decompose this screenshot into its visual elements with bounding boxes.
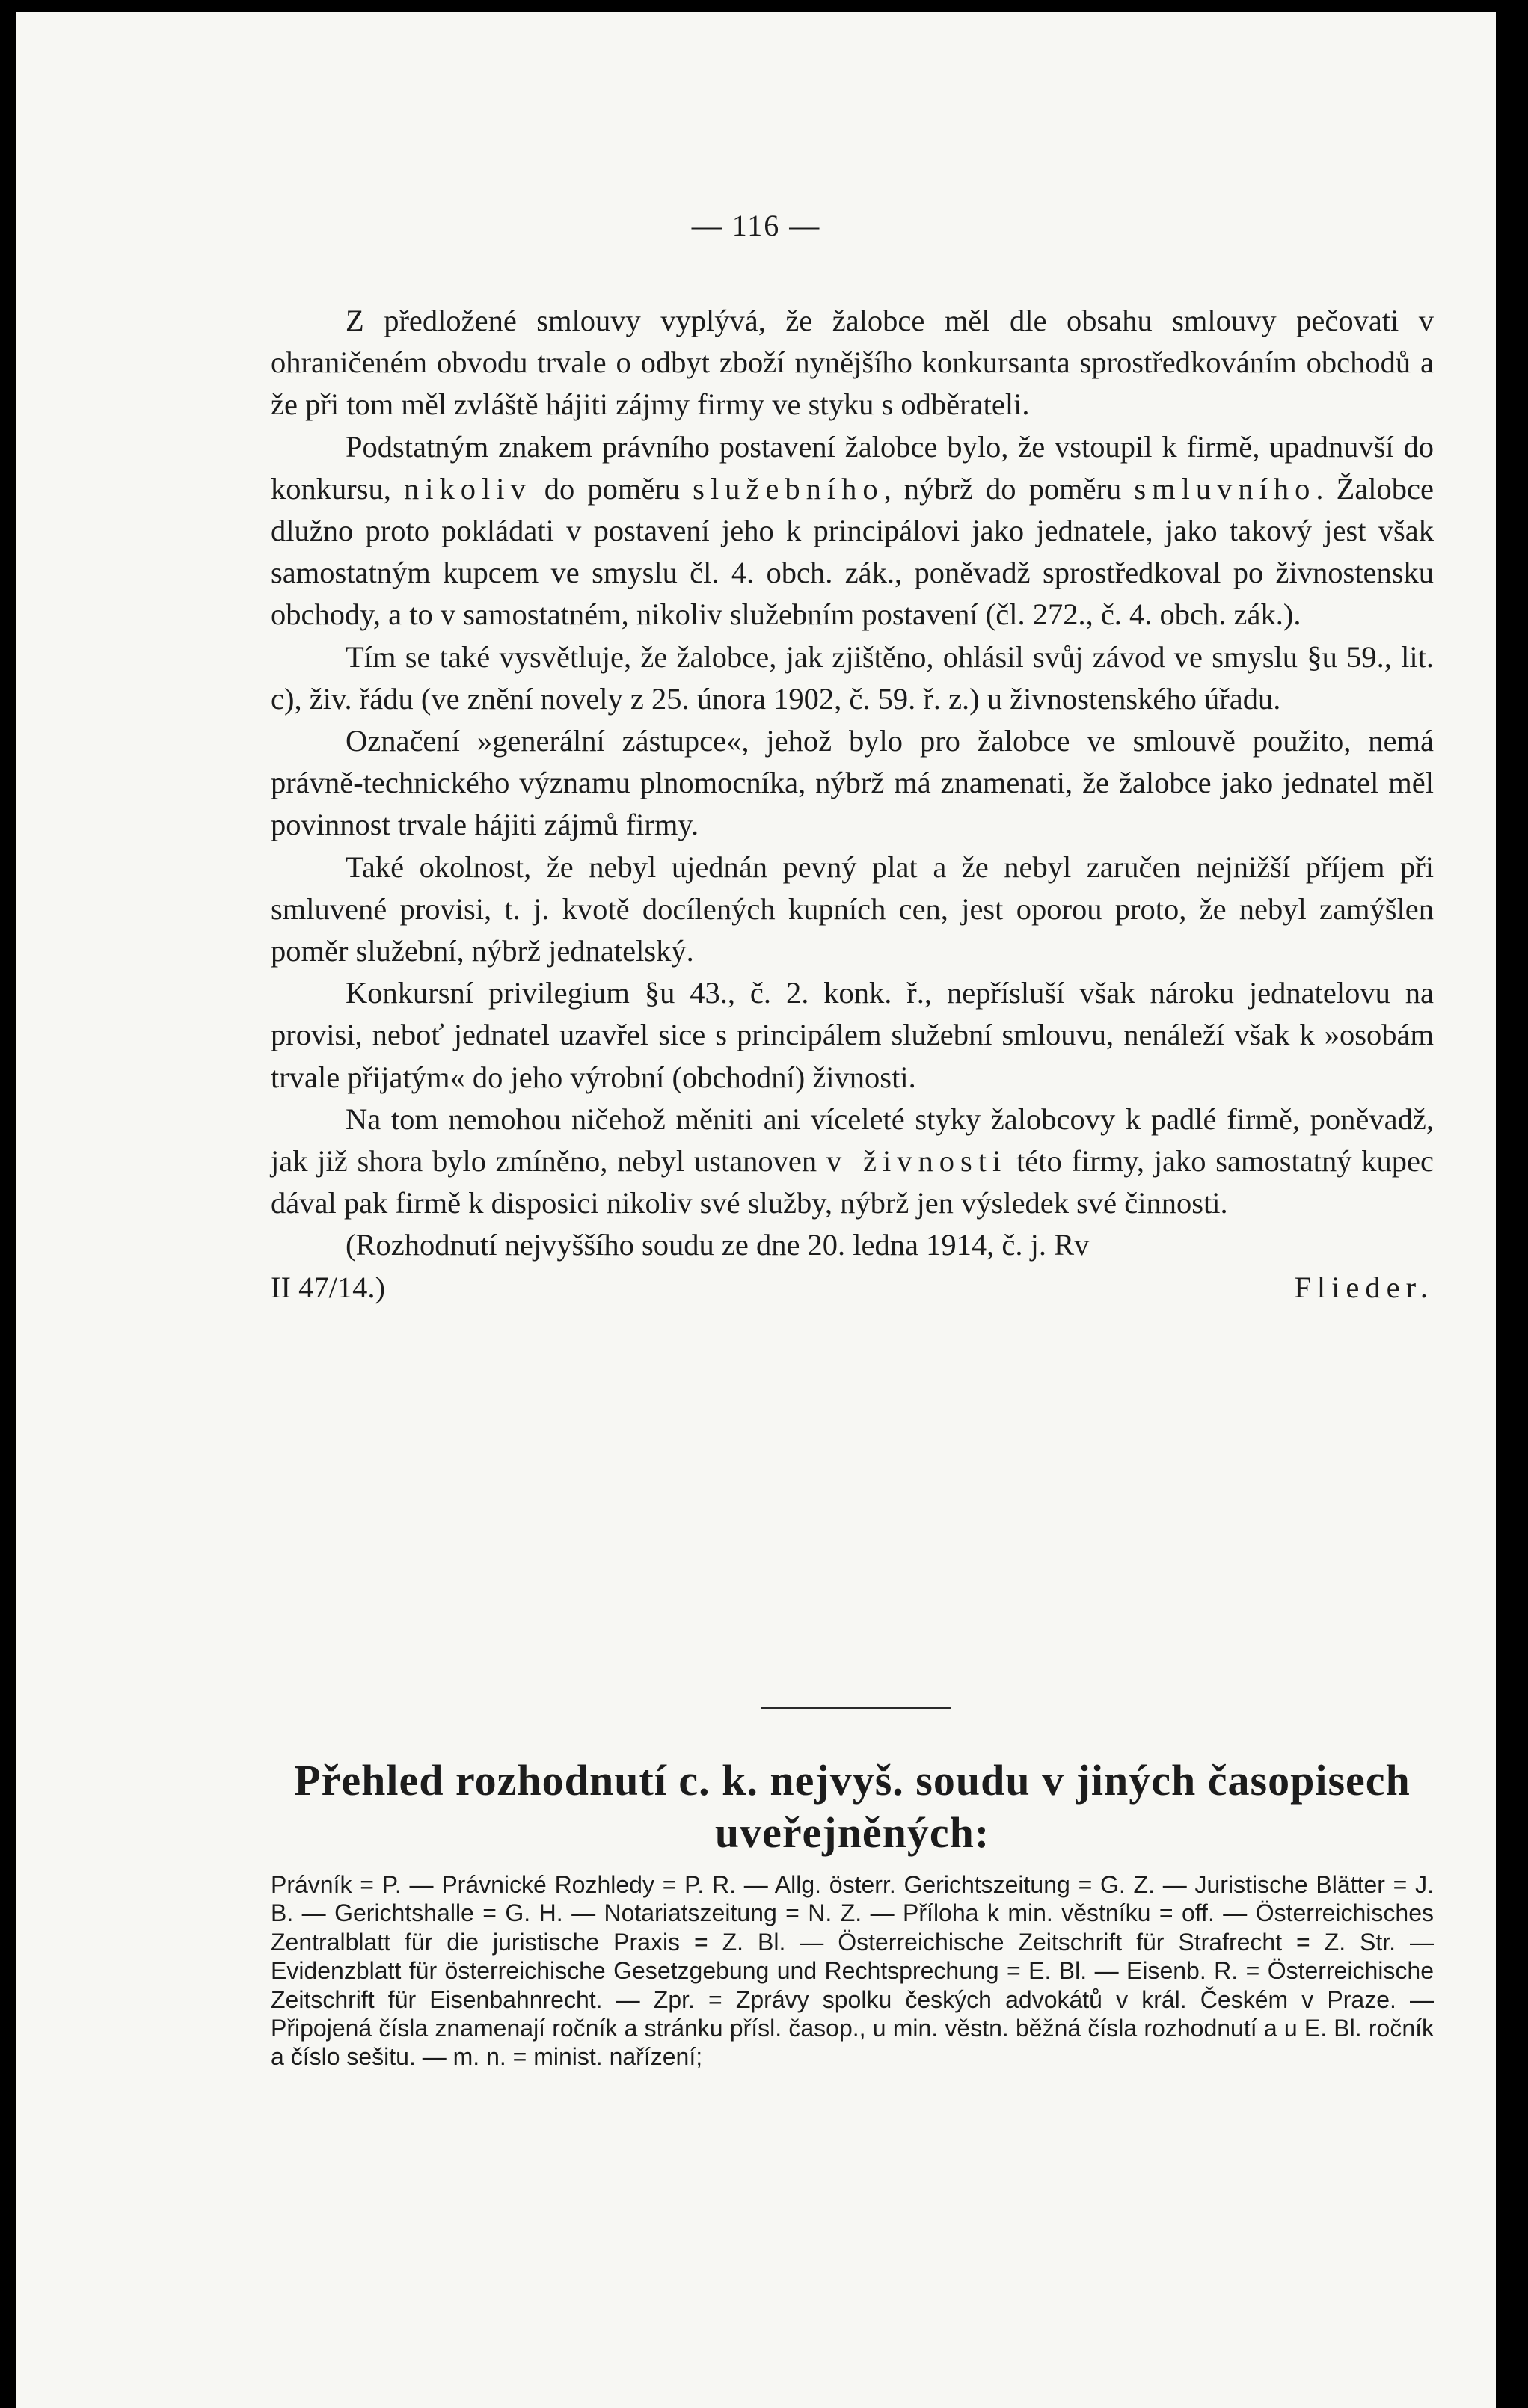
text-run: do poměru — [531, 471, 693, 506]
paragraph — [271, 426, 1434, 636]
abbreviations-list — [271, 1870, 1434, 2071]
spaced-emphasis: v živnosti — [826, 1144, 1007, 1179]
text-run: , nýbrž do poměru — [883, 471, 1135, 506]
page-number: — 116 — — [691, 209, 821, 242]
spaced-emphasis: nikoliv — [403, 471, 532, 506]
paragraph: Označení »generální zástupce«, jehož bylo pro žalobce ve smlouvě použito, nemá právně-technického významu plnomocníka, nýbrž má znamenati, že žalobce jako jednatel měl povinnost trvale hájiti zájmů firmy. — [271, 724, 1434, 842]
text-run: . Žalobce dlužno proto pokládati v postavení jeho k principálovi jako jednatele, jako takový jest však samostatným kupcem ve smyslu čl. 4. obch. zák., poněvadž sprostředkoval po živnostensku obchody, a to v samostatném, nikoliv služebním postavení (čl. 272., č. 4. obch. zák.). — [271, 471, 1435, 632]
paragraph: Konkursní privilegium §u 43., č. 2. konk. ř., nepřísluší však nároku jednatelovu na provisi, neboť jednatel uzavřel sice s principálem služební smlouvu, nenáleží však k »osobám trvale přijatým« do jeho výrobní (obchodní) živnosti. — [271, 976, 1434, 1094]
paragraph: Z předložené smlouvy vyplývá, že žalobce měl dle obsahu smlouvy pečovati v ohraničeném obvodu trvale o odbyt zboží nynějšího konkursanta sprostředkováním obchodů a že při tom měl zvláště hájiti zájmy firmy ve styku s odběrateli. — [271, 304, 1434, 422]
section-divider — [761, 1707, 951, 1709]
paragraph: Tím se také vysvětluje, že žalobce, jak zjištěno, ohlásil svůj závod ve smyslu §u 59., lit. c), živ. řádu (ve znění novely z 25. února 1902, č. 59. ř. z.) u živnostenského úřadu. — [271, 639, 1434, 716]
citation-signature-line — [271, 1267, 1434, 1309]
text-run: této firmy, jako samostatný kupec dával pak firmě k disposici nikoliv své služby, nýbrž jen výsledek své činnosti. — [271, 1144, 1434, 1220]
author-signature: Flieder. — [1294, 1270, 1434, 1304]
section-heading: Přehled rozhodnutí c. k. nejvyš. soudu v jiných časopisech uveřejněných: — [294, 1756, 1411, 1857]
abbreviations-text: Právník = P. — Právnické Rozhledy = P. R. — Allg. österr. Gerichtszeitung = G. Z. — Juristische Blätter = J. B. — Gerichtshalle = G. H. — Notariatszeitung = N. Z. — Příloha k min. věstníku = off. — Österreichisches Zentralblatt für die juristische Praxis = Z. Bl. — Österreichische Zeitschrift für Strafrecht = Z. Str. — Evidenzblatt für österreichische Gesetzgebung und Rechtsprechung = E. Bl. — Eisenb. R. = Österreichische Zeitschrift für Eisenbahnrecht. — Zpr. = Zprávy spolku českých advokátů v král. Českém v Praze. — Připojená čísla znamenají ročník a stránku přísl. časop., u min. věstn. běžná čísla rozhodnutí a u E. Bl. ročník a číslo sešitu. — m. n. = minist. nařízení; — [271, 1871, 1434, 2071]
spaced-emphasis: smluvního — [1134, 471, 1316, 506]
paragraph — [271, 1099, 1434, 1225]
citation-end: II 47/14.) — [271, 1270, 385, 1304]
decision-text — [271, 300, 1434, 1309]
paragraph: Také okolnost, že nebyl ujednán pevný plat a že nebyl zaručen nejnižší příjem při smluvené provisi, t. j. kvotě docílených kupních cen, jest oporou proto, že nebyl zamýšlen poměr služební, nýbrž jednatelský. — [271, 850, 1434, 968]
citation: (Rozhodnutí nejvyššího soudu ze dne 20. ledna 1914, č. j. Rv — [346, 1228, 1090, 1262]
text-run: Na tom nemohou ničehož měniti ani víceleté styky žalobcovy k padlé firmě, poněvadž, jak již shora bylo zmíněno, nebyl ustanoven — [271, 1102, 1434, 1179]
text-run: Podstatným znakem právního postavení žalobce bylo, že vstoupil k firmě, upadnuvší do konkursu, — [271, 429, 1434, 506]
book-page — [16, 12, 1496, 2408]
spaced-emphasis: služebního — [693, 471, 884, 506]
